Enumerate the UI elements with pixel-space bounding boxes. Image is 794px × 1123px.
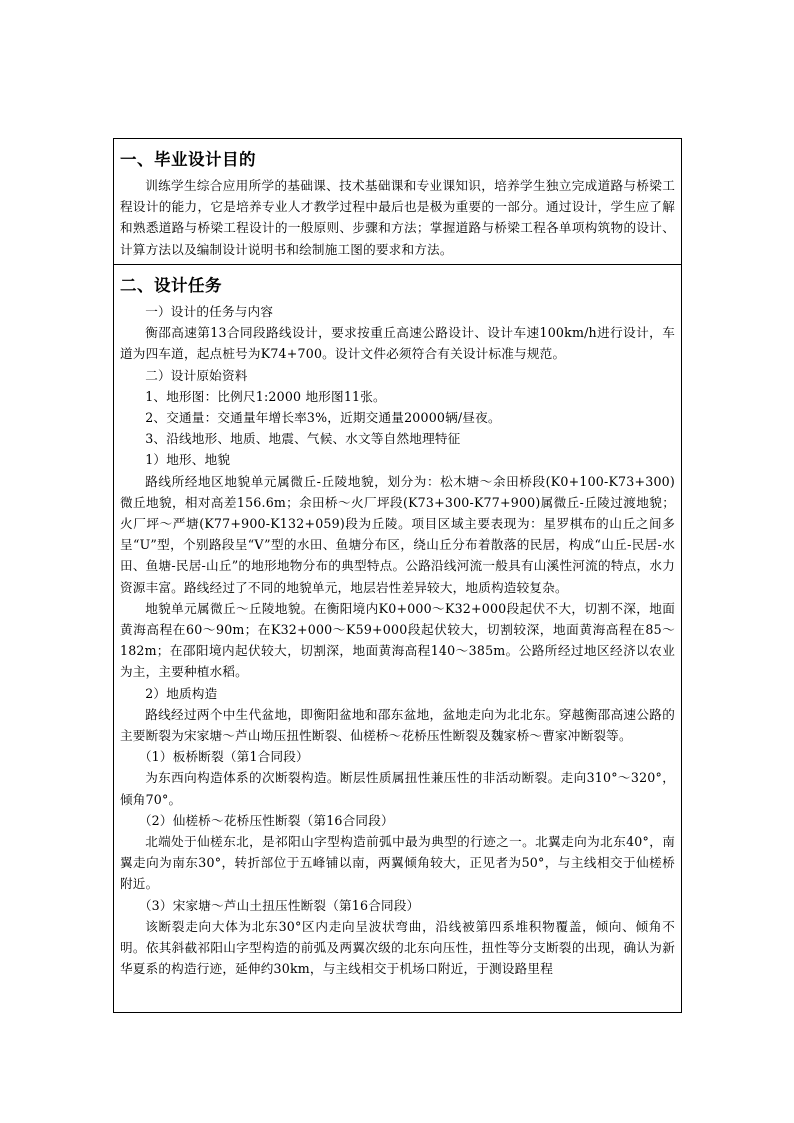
raw-data-item-natural-features: 3、沿线地形、地质、地震、气候、水文等自然地理特征 — [145, 431, 461, 447]
terrain-paragraph-1: 路线所经地区地貌单元属微丘-丘陵地貌，划分为：松木塘～余田桥段(K0+100-K73+300)微丘地貌，相对高差156.6m；余田桥～火厂坪段(K73+300-K77+900)属微丘-丘陵过渡地貌；火厂坪～严塘(K77+900-K132+059)段为丘陵。项目区域主要表现为：星罗棋布的山丘之间多呈“U”型，个别路段呈“V”型的水田、鱼塘分布区，绕山丘分布着散落的民居，构成“山丘-民居-水田、鱼塘-民居-山丘”的地形地物分布的典型特点。公路沿线河流一般具有山溪性河流的特点，水力资源丰富。路线经过了不同的地貌单元，地层岩性差异较大，地质构造较复杂。 — [120, 473, 675, 595]
fault-3-text: 该断裂走向大体为北东30°区内走向呈波状弯曲，沿线被第四系堆积物覆盖，倾向、倾角不明。依其斜截祁阳山字型构造的前弧及两翼次级的北东向压性，扭性等分支断裂的出现，确认为新华夏系的构造行迹，延伸约30km，与主线相交于机场口附近，于测设路里程 — [120, 918, 675, 977]
section-design-task — [114, 265, 681, 1012]
fault-1-text: 为东西向构造体系的次断裂构造。断层性质属扭性兼压性的非活动断裂。走向310°～320°，倾角70°。 — [120, 770, 675, 807]
raw-data-item-topo-map: 1、地形图：比例尺1:2000 地形图11张。 — [145, 388, 386, 404]
document-table — [113, 138, 682, 1013]
subsection-title-raw-data: 二）设计原始资料 — [145, 367, 248, 383]
fault-2-title: （2）仙槎桥～花桥压性断裂（第16合同段） — [138, 812, 394, 828]
subsection-title-geology: 2）地质构造 — [145, 685, 218, 701]
subsection-title-task-content: 一）设计的任务与内容 — [145, 304, 274, 319]
section-heading-purpose: 一、毕业设计目的 — [120, 150, 256, 169]
purpose-paragraph: 训练学生综合应用所学的基础课、技术基础课和专业课知识，培养学生独立完成道路与桥梁工程设计的能力，它是培养专业人才教学过程中最后也是极为重要的一部分。通过设计，学生应了解和熟悉道路与桥梁工程设计的一般原则、步骤和方法；掌握道路与桥梁工程各单项构筑物的设计、计算方法以及编制设计说明书和绘制施工图的要求和方法。 — [120, 178, 675, 257]
raw-data-item-traffic: 2、交通量：交通量年增长率3%，近期交通量20000辆/昼夜。 — [145, 410, 501, 426]
subsection-title-terrain: 1）地形、地貌 — [145, 452, 231, 468]
section-design-purpose — [114, 139, 681, 265]
fault-1-title: （1）板桥断裂（第1合同段） — [138, 749, 309, 765]
fault-2-text: 北端处于仙槎东北，是祁阳山字型构造前弧中最为典型的行迹之一。北翼走向为北东40°，南翼走向为南东30°，转折部位于五峰铺以南，两翼倾角较大，正见者为50°，与主线相交于仙槎桥附近。 — [120, 834, 675, 892]
section-heading-task: 二、设计任务 — [120, 276, 222, 295]
geology-paragraph: 路线经过两个中生代盆地，即衡阳盆地和邵东盆地，盆地走向为北北东。穿越衡邵高速公路的主要断裂为宋家塘～芦山坳压扭性断裂、仙槎桥～花桥压性断裂及魏家桥～曹家冲断裂等。 — [120, 706, 675, 744]
task-content-paragraph: 衡邵高速第13合同段路线设计，要求按重丘高速公路设计、设计车速100km/h进行设计，车道为四车道，起点桩号为K74+700。设计文件必须符合有关设计标准与规范。 — [120, 325, 675, 362]
fault-3-title: （3）宋家塘～芦山土扭压性断裂（第16合同段） — [138, 897, 420, 913]
terrain-paragraph-2: 地貌单元属微丘～丘陵地貌。在衡阳境内K0+000～K32+000段起伏不大，切割不深，地面黄海高程在60～90m；在K32+000～K59+000段起伏较大，切割较深，地面黄海高程在85～182m；在邵阳境内起伏较大，切割深，地面黄海高程140～385m。公路所经过地区经济以农业为主，主要种植水稻。 — [120, 600, 675, 680]
